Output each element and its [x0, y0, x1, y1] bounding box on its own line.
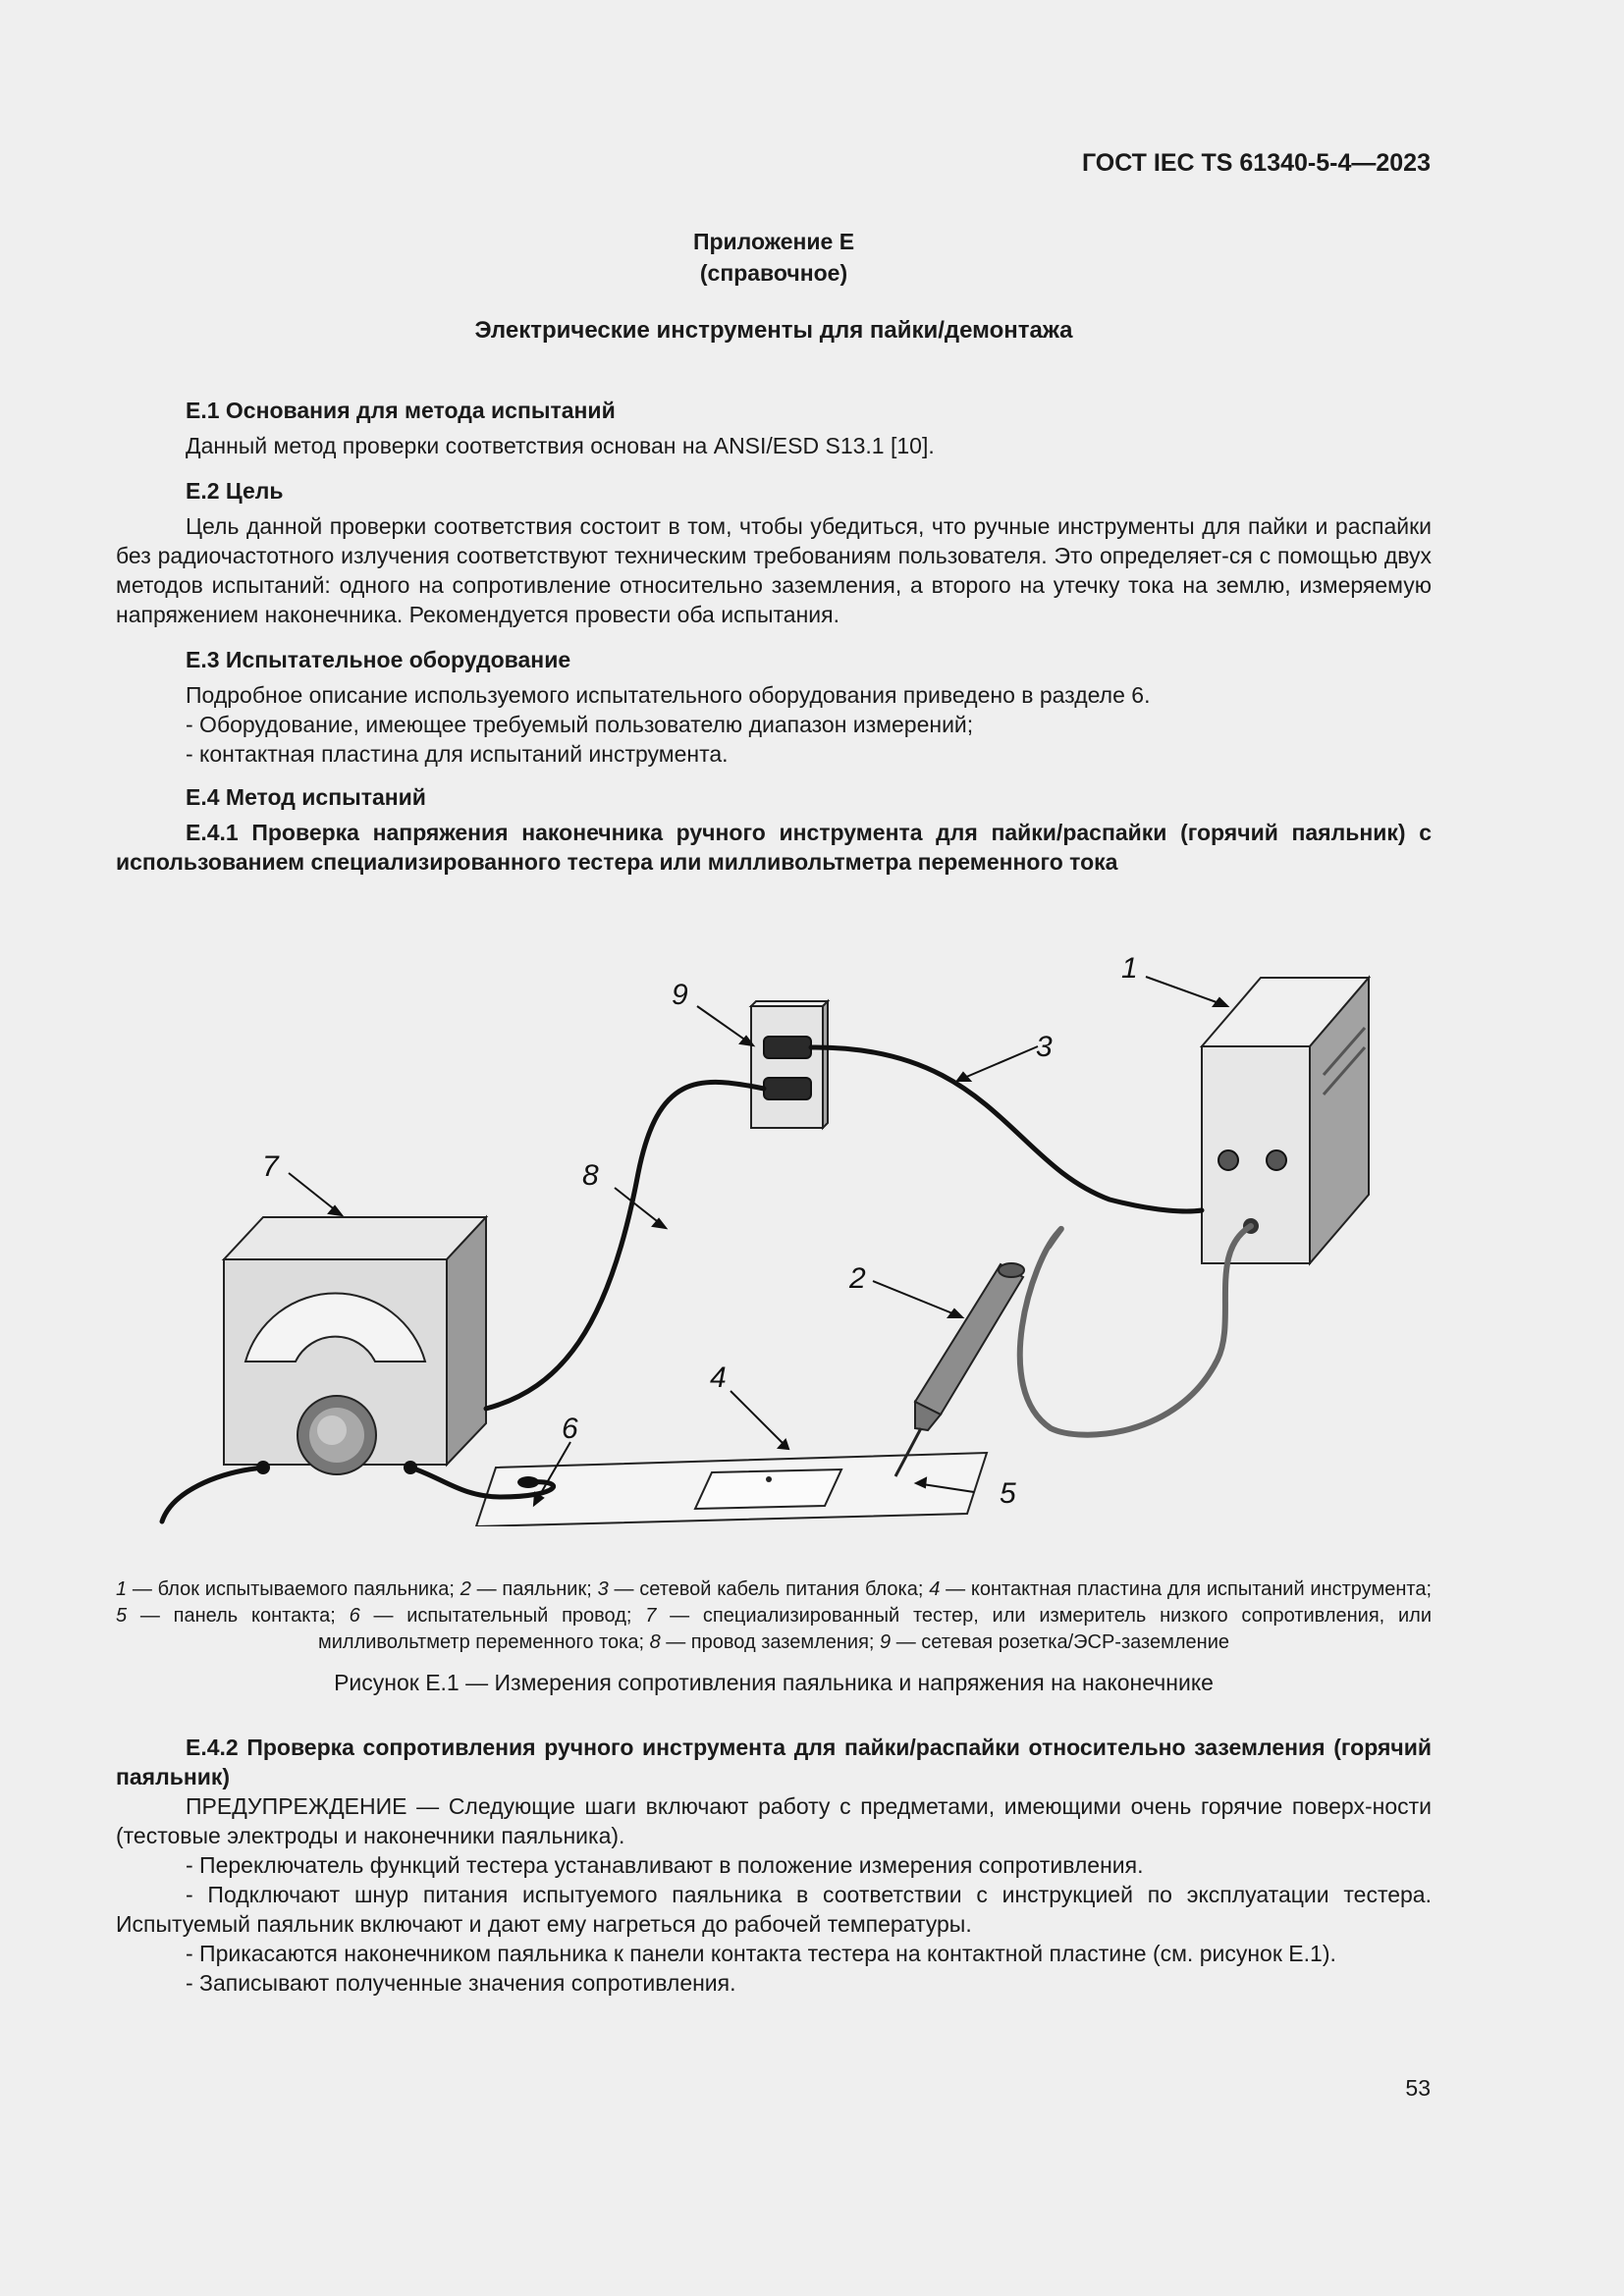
figure-label: 2 [849, 1262, 866, 1295]
e3-text: Подробное описание используемого испытательного оборудования приведено в разделе 6. [186, 682, 1151, 708]
figure-label: 4 [710, 1362, 727, 1394]
e2-text: Цель данной проверки соответствия состоит в том, чтобы убедиться, что ручные инструменты для пайки и распайки без радиочастотного излучения соответствуют техническим требованиям пользователя. Это определяет-ся с помощью двух методов испытаний: одного на сопротивление относительно заземления, а второго на утечку тока на землю, измеряемую напряжением наконечника. Рекомендуется провести оба испытания. [116, 513, 1432, 627]
legend-text: — испытательный провод; [359, 1605, 646, 1627]
figure-title: Рисунок Е.1 — Измерения сопротивления паяльника и напряжения на наконечнике [334, 1670, 1214, 1695]
annex-name: Электрические инструменты для пайки/демонтажа [474, 317, 1073, 344]
figure-label: 1 [1121, 952, 1138, 985]
legend-num: 8 [649, 1631, 661, 1653]
legend-num: 1 [116, 1578, 128, 1600]
legend-text: — панель контакта; [127, 1605, 350, 1627]
legend-text: — паяльник; [470, 1578, 598, 1600]
figure-label: 3 [1036, 1031, 1053, 1063]
section-e42 [116, 1733, 1432, 1998]
solder-station [1202, 978, 1369, 1263]
annex-type: (справочное) [699, 260, 848, 286]
legend-num: 5 [116, 1605, 128, 1627]
legend-num: 3 [597, 1578, 609, 1600]
soldering-iron [895, 1263, 1024, 1476]
e41-heading: Е.4.1 Проверка напряжения наконечника ручного инструмента для пайки/распайки (горячий паяльник) с использованием специализированного тестера или милливольтметра переменного тока [116, 820, 1432, 875]
tester-unit [224, 1217, 486, 1474]
wall-socket [751, 1001, 828, 1128]
legend-num: 2 [460, 1578, 471, 1600]
figure-label: 6 [562, 1413, 578, 1445]
figure-legend [116, 1576, 1432, 1656]
legend-text: — блок испытываемого паяльника; [127, 1578, 460, 1600]
legend-text: — специализированный тестер, или измеритель низкого сопротивления, или милливольтметр переменного тока; [318, 1605, 1433, 1653]
figure-label: 8 [582, 1159, 599, 1192]
legend-num: 4 [929, 1578, 941, 1600]
figure-e1-diagram [147, 937, 1394, 1526]
legend-num: 6 [349, 1605, 360, 1627]
figure-label: 9 [672, 979, 688, 1011]
annex-title: Приложение Е [692, 229, 855, 254]
annex-heading [116, 226, 1432, 289]
e42-heading: Е.4.2 Проверка сопротивления ручного инструмента для пайки/распайки относительно заземления (горячий паяльник) [116, 1735, 1432, 1789]
e2-heading: Е.2 Цель [186, 478, 284, 504]
legend-text: — сетевой кабель питания блока; [608, 1578, 930, 1600]
e42-item: - Переключатель функций тестера устанавливают в положение измерения сопротивления. [186, 1852, 1144, 1878]
e3-item: - Оборудование, имеющее требуемый пользователю диапазон измерений; [186, 712, 974, 737]
figure-label: 7 [262, 1150, 279, 1183]
e1-text: Данный метод проверки соответствия основан на ANSI/ESD S13.1 [10]. [186, 433, 935, 458]
page-number: 53 [1405, 2075, 1431, 2101]
legend-num: 7 [645, 1605, 657, 1627]
legend-text: — провод заземления; [660, 1631, 881, 1653]
e4-heading: Е.4 Метод испытаний [186, 784, 426, 810]
standard-designation: ГОСТ IEC TS 61340-5-4—2023 [1081, 149, 1431, 177]
legend-text: — контактная пластина для испытаний инструмента; [940, 1578, 1433, 1600]
e42-item: - Подключают шнур питания испытуемого паяльника в соответствии с инструкцией по эксплуатации тестера. Испытуемый паяльник включают и дают ему нагреться до рабочей температуры. [116, 1882, 1432, 1937]
figure-label: 5 [1000, 1477, 1016, 1510]
e1-heading: Е.1 Основания для метода испытаний [186, 398, 616, 423]
e3-item: - контактная пластина для испытаний инструмента. [186, 741, 729, 767]
e42-item: - Записывают полученные значения сопротивления. [186, 1970, 736, 1996]
e42-item: - Прикасаются наконечником паяльника к панели контакта тестера на контактной пластине (см. рисунок Е.1). [186, 1941, 1336, 1966]
legend-text: — сетевая розетка/ЭСР-заземление [891, 1631, 1229, 1653]
e3-heading: Е.3 Испытательное оборудование [186, 647, 571, 672]
section-e1-e4 [116, 396, 1432, 877]
legend-num: 9 [880, 1631, 892, 1653]
e42-warning: ПРЕДУПРЕЖДЕНИЕ — Следующие шаги включают работу с предметами, имеющими очень горячие поверх-ности (тестовые электроды и наконечники паяльника). [116, 1793, 1432, 1848]
